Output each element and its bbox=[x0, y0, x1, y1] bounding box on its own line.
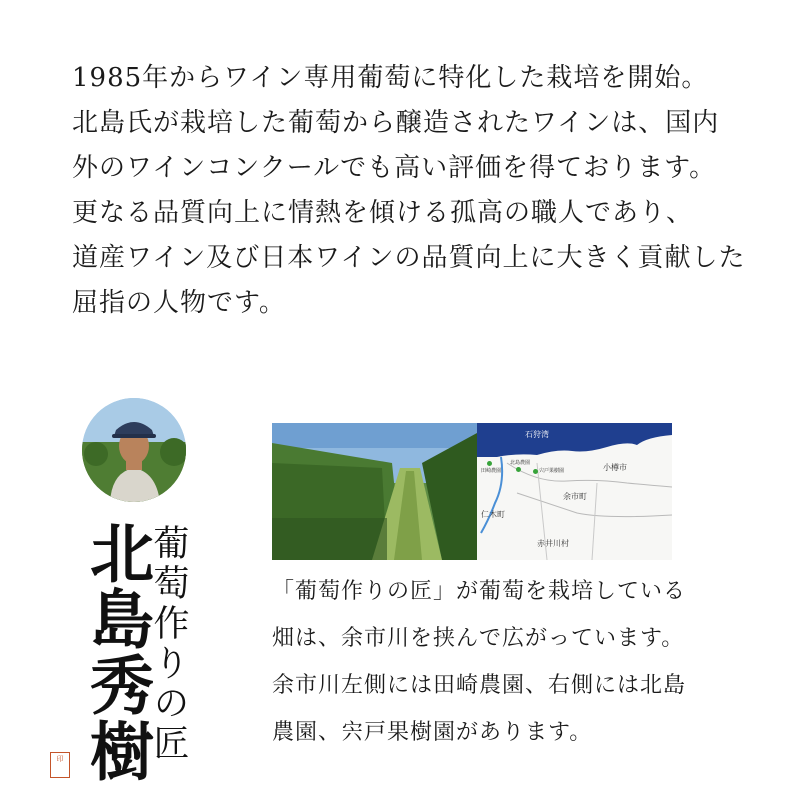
farmer-title: 葡萄作りの匠 bbox=[148, 524, 189, 764]
caption-line: 農園、宍戸果樹園があります。 bbox=[272, 720, 593, 745]
map-label-farm-kitajima: 北島農園 bbox=[510, 460, 531, 466]
map-label-otaru: 小樽市 bbox=[603, 463, 627, 472]
intro-line: 屈指の人物です。 bbox=[72, 288, 286, 318]
farm-marker-kitajima bbox=[516, 467, 521, 472]
map-label-akaigawa: 赤井川村 bbox=[537, 539, 569, 548]
intro-line: 1985年からワイン専用葡萄に特化した栽培を開始。 bbox=[72, 63, 709, 93]
intro-line: 北島氏が栽培した葡萄から醸造されたワインは、国内 bbox=[72, 108, 720, 138]
intro-line: 更なる品質向上に情熱を傾ける孤高の職人であり、 bbox=[72, 198, 694, 228]
farmer-portrait bbox=[82, 398, 186, 502]
caption-line: 余市川左側には田崎農園、右側には北島 bbox=[272, 673, 687, 698]
caption-line: 「葡萄作りの匠」が葡萄を栽培している bbox=[272, 579, 687, 604]
area-map bbox=[477, 423, 672, 560]
map-label-niki: 仁木町 bbox=[481, 510, 505, 519]
intro-text bbox=[72, 56, 772, 326]
map-label-farm-tazaki: 田崎農園 bbox=[481, 468, 502, 474]
farmer-name: 北島秀樹 bbox=[79, 520, 154, 784]
caption-line: 畑は、余市川を挟んで広がっています。 bbox=[272, 626, 685, 651]
farm-marker-shishido bbox=[533, 469, 538, 474]
farm-marker-tazaki bbox=[487, 461, 492, 466]
vineyard-photo bbox=[272, 423, 477, 560]
map-label-farm-shishido: 宍戸果樹園 bbox=[539, 468, 565, 474]
intro-line: 道産ワイン及び日本ワインの品質向上に大きく貢献した bbox=[72, 243, 746, 273]
intro-line: 外のワインコンクールでも高い評価を得ております。 bbox=[72, 153, 717, 183]
seal-stamp: 印 bbox=[50, 752, 70, 778]
farmer-portrait-illustration bbox=[82, 398, 186, 502]
caption-text bbox=[272, 568, 772, 756]
vineyard-illustration bbox=[272, 423, 477, 560]
map-label-yoichi: 余市町 bbox=[563, 492, 587, 501]
map-label-bay: 石狩湾 bbox=[525, 430, 549, 439]
